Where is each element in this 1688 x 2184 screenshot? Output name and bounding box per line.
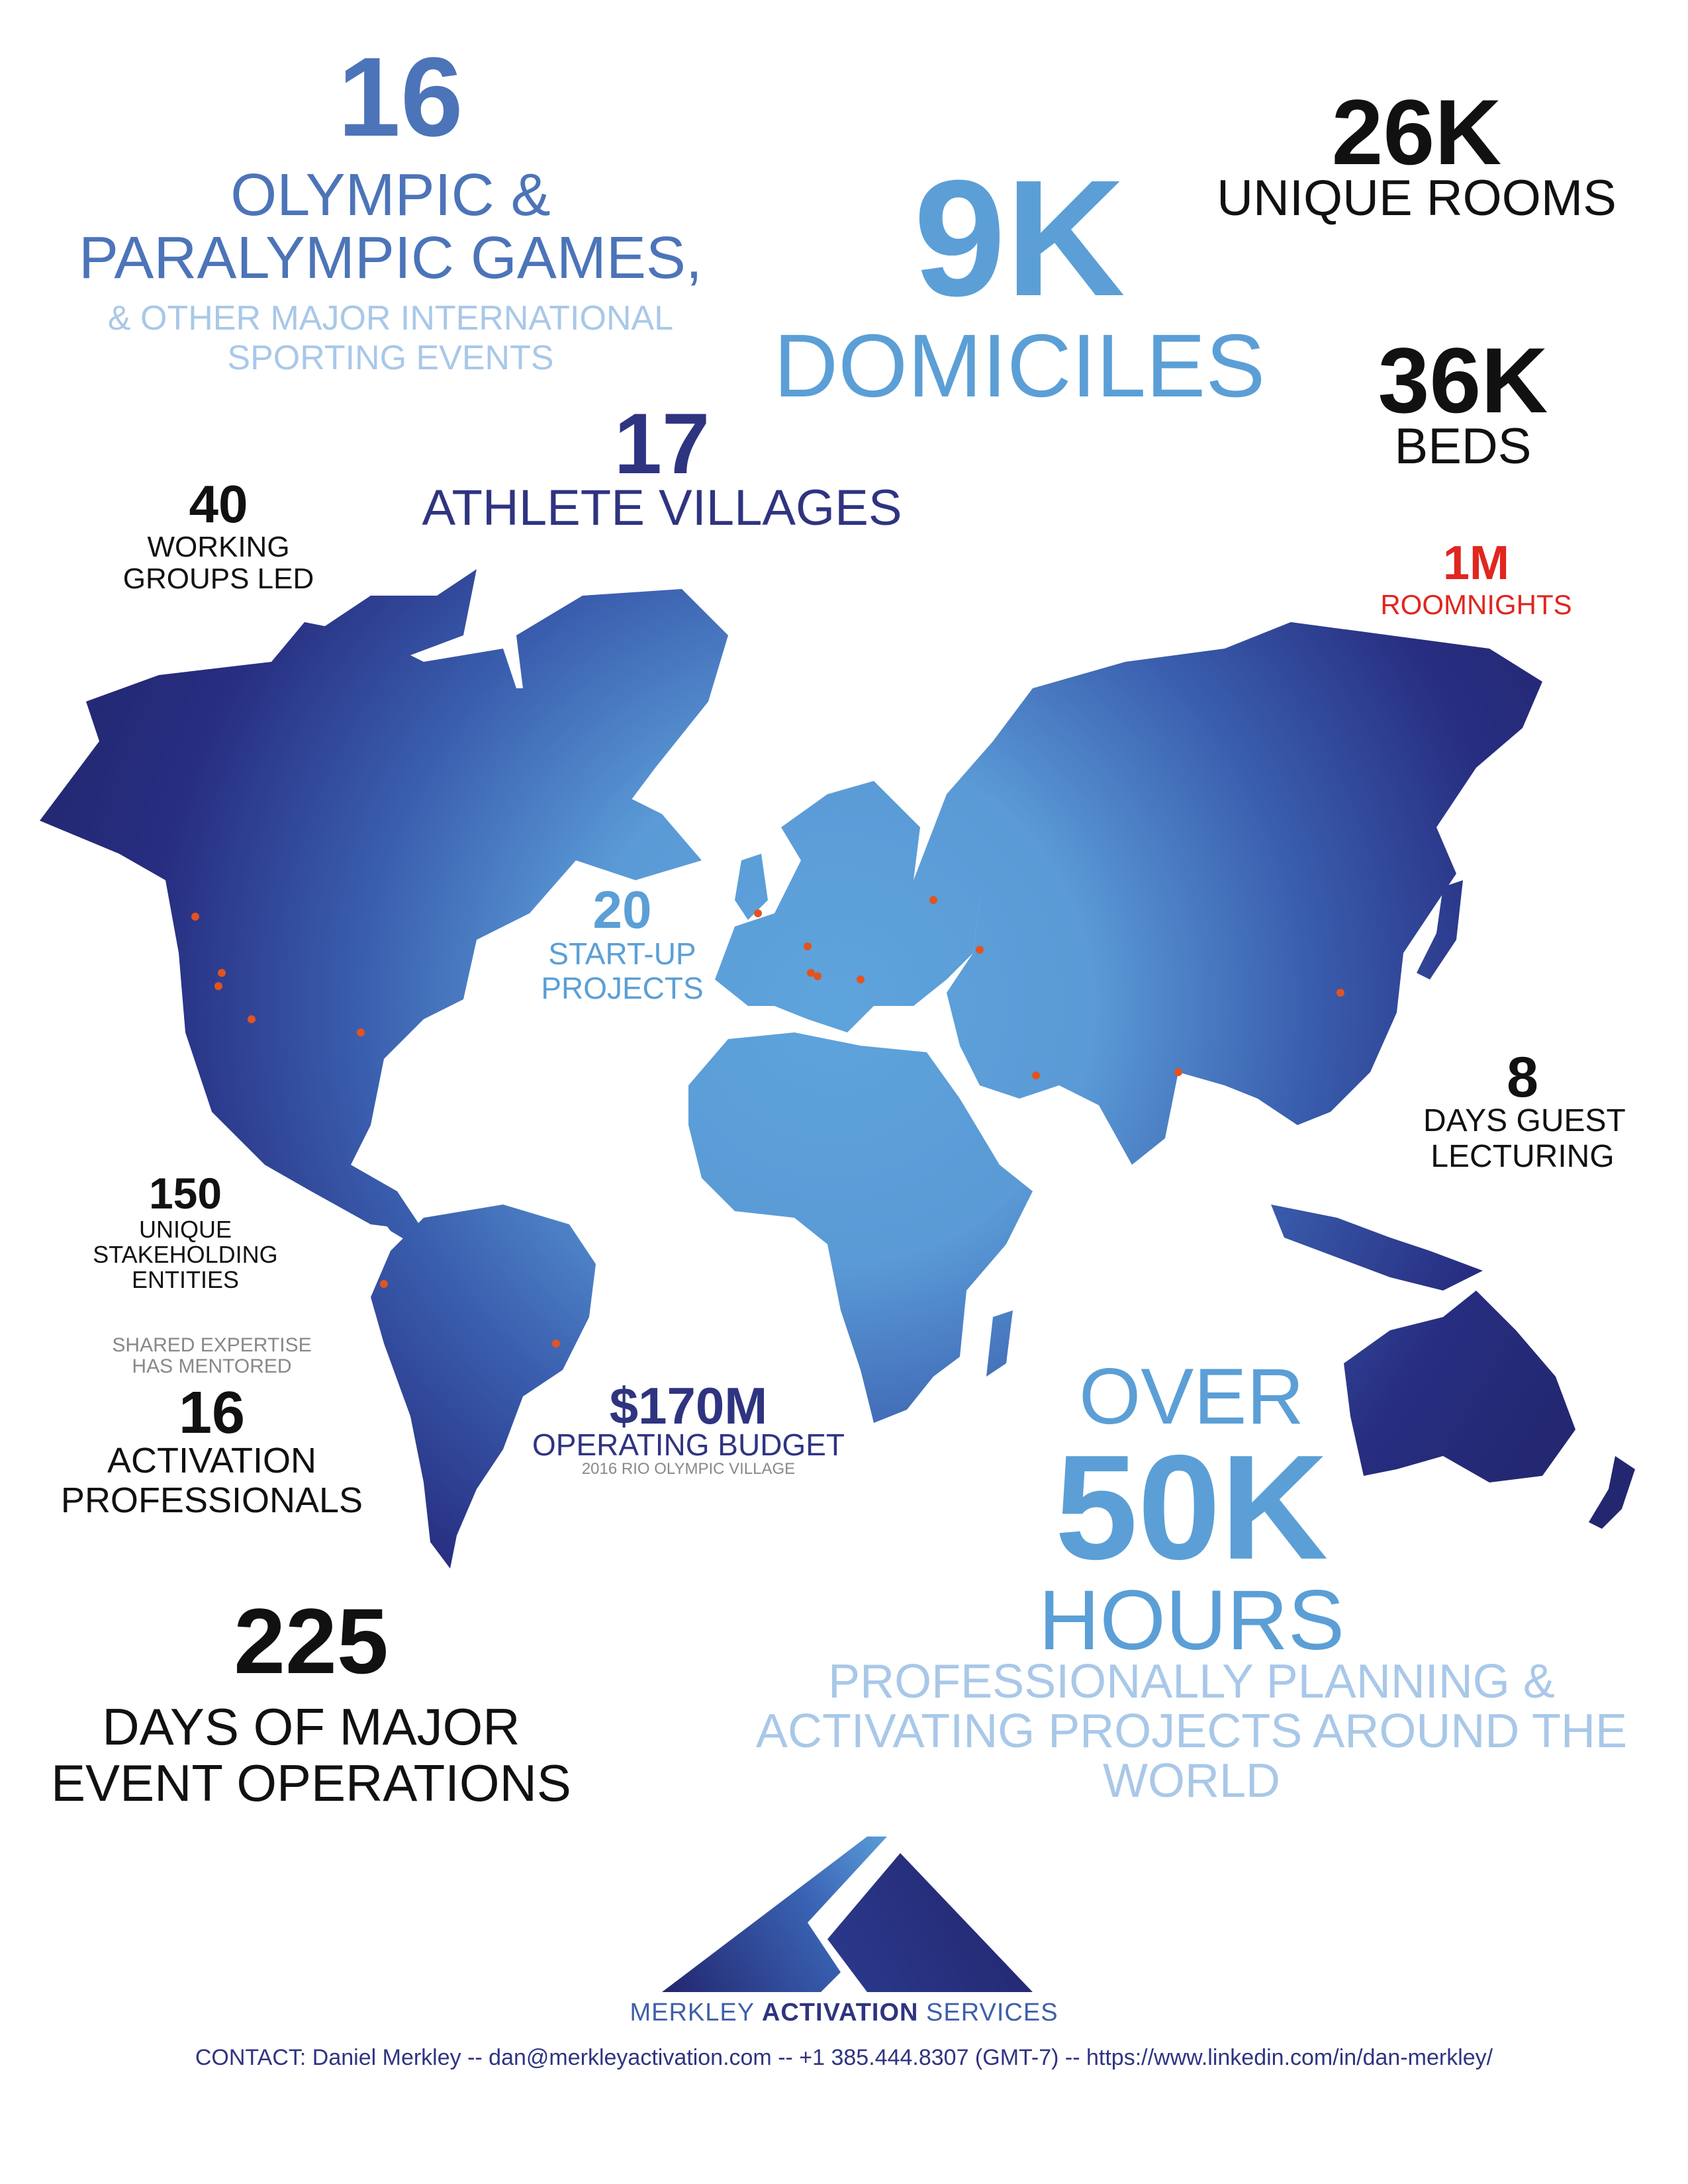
games-label-line2: PARALYMPIC GAMES,	[79, 225, 702, 291]
logo-wordmark-plain: MERKLEY	[630, 1999, 762, 2026]
hours-sub-line1: PROFESSIONALLY PLANNING &	[828, 1655, 1555, 1708]
domiciles-label: DOMICILES	[773, 316, 1266, 416]
budget-number: $170M	[609, 1377, 768, 1435]
stakeholders-number: 150	[148, 1169, 222, 1218]
hours-sub-line2: ACTIVATING PROJECTS AROUND THE	[755, 1705, 1628, 1758]
startups-line1: START-UP	[548, 936, 696, 971]
budget-sub: 2016 RIO OLYMPIC VILLAGE	[581, 1460, 796, 1478]
domiciles-number: 9K	[914, 146, 1125, 330]
logo-wordmark	[0, 1999, 1688, 2027]
map-marker	[754, 909, 762, 917]
rooms-label: UNIQUE ROOMS	[1217, 170, 1617, 226]
working-groups-line2: GROUPS LED	[122, 563, 314, 595]
villages-number: 17	[614, 395, 710, 492]
map-marker	[552, 1340, 560, 1347]
map-marker	[804, 942, 812, 950]
uk-shape	[735, 854, 768, 920]
map-marker	[218, 969, 226, 977]
working-groups-number: 40	[189, 475, 248, 533]
hours-label: HOURS	[1038, 1573, 1345, 1668]
working-groups-line1: WORKING	[147, 531, 290, 563]
hours-over: OVER	[1078, 1352, 1305, 1441]
new-zealand-shape	[1589, 1456, 1635, 1529]
africa-shape	[688, 1032, 1033, 1423]
mentored-pre-line1: SHARED EXPERTISE	[112, 1334, 312, 1356]
stakeholders-line2: STAKEHOLDING	[93, 1241, 278, 1268]
rooms-number: 26K	[1331, 80, 1502, 184]
map-marker	[1336, 989, 1344, 997]
days-number: 225	[234, 1589, 389, 1693]
startups-number: 20	[592, 880, 652, 939]
mentored-number: 16	[178, 1380, 246, 1446]
mentored-line1: ACTIVATION	[107, 1441, 316, 1480]
games-sub-line1: & OTHER MAJOR INTERNATIONAL	[107, 299, 674, 338]
roomnights-number: 1M	[1442, 537, 1510, 590]
lecturing-line2: LECTURING	[1430, 1139, 1615, 1174]
stakeholders-line3: ENTITIES	[131, 1266, 240, 1293]
mentored-line2: PROFESSIONALS	[60, 1480, 363, 1520]
map-marker	[1032, 1071, 1040, 1079]
madagascar-shape	[986, 1310, 1013, 1377]
sea-islands-shape	[1271, 1205, 1483, 1291]
map-marker	[191, 913, 199, 921]
games-number: 16	[338, 34, 463, 160]
map-marker	[814, 972, 821, 980]
games-label-line1: OLYMPIC &	[230, 162, 551, 228]
games-sub-line2: SPORTING EVENTS	[227, 339, 554, 377]
map-marker	[248, 1015, 256, 1023]
roomnights-label: ROOMNIGHTS	[1380, 589, 1572, 620]
villages-label: ATHLETE VILLAGES	[422, 480, 902, 536]
contact-line: CONTACT: Daniel Merkley -- dan@merkleyactivation.com -- +1 385.444.8307 (GMT-7) -- https://www.linkedin.com/in/dan-merkley/	[195, 2045, 1493, 2070]
map-marker	[380, 1280, 388, 1288]
lecturing-number: 8	[1507, 1046, 1538, 1109]
lecturing-line1: DAYS GUEST	[1423, 1103, 1626, 1138]
stakeholders-line1: UNIQUE	[138, 1216, 232, 1243]
days-line2: EVENT OPERATIONS	[51, 1754, 571, 1812]
budget-label: OPERATING BUDGET	[532, 1428, 845, 1462]
beds-label: BEDS	[1394, 418, 1532, 475]
logo-wordmark-bold: ACTIVATION	[761, 1999, 919, 2026]
hours-sub-line3: WORLD	[1103, 1754, 1280, 1807]
days-line1: DAYS OF MAJOR	[102, 1698, 520, 1756]
map-marker	[929, 896, 937, 904]
beds-number: 36K	[1378, 328, 1548, 432]
map-marker	[976, 946, 984, 954]
startups-line2: PROJECTS	[541, 971, 704, 1005]
mentored-pre-line2: HAS MENTORED	[132, 1355, 292, 1377]
hours-number: 50K	[1055, 1424, 1329, 1590]
map-marker	[214, 982, 222, 990]
logo-wordmark-suffix: SERVICES	[918, 1999, 1058, 2026]
map-marker	[857, 976, 865, 983]
map-marker	[1174, 1068, 1182, 1076]
map-marker	[357, 1028, 365, 1036]
